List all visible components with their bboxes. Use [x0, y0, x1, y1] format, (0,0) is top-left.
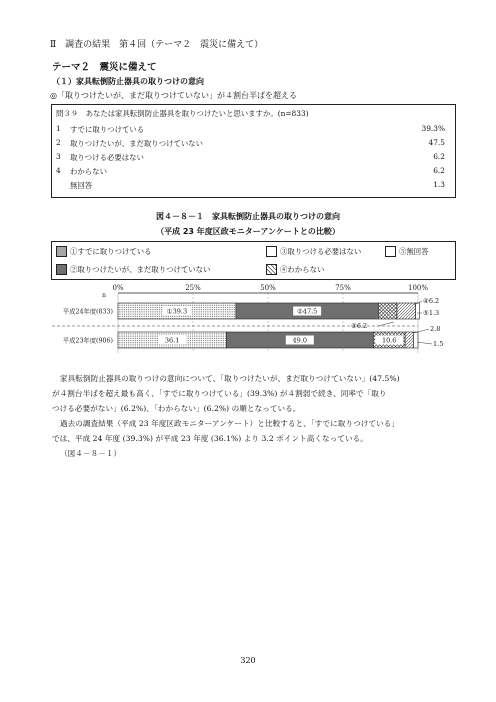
- legend-label: ③取りつける必要はない: [280, 247, 362, 256]
- answer-label: 取りつけたいが、まだ取りつけていない: [70, 139, 204, 148]
- callout-leader: [417, 342, 432, 344]
- body-paragraph-line: 家具転倒防止器具の取りつけの意向について、「取りつけたいが、まだ取りつけていない」(47.5%): [60, 374, 400, 383]
- data-label: 49.0: [292, 336, 308, 345]
- legend-item: [56, 264, 210, 275]
- x-tick-label: 100%: [407, 284, 429, 292]
- category-label: 平成24年度(833): [62, 308, 113, 316]
- diagonal-swatch-icon: [266, 264, 277, 275]
- bar-segment: [414, 332, 419, 348]
- callout-label: 1.5: [433, 340, 444, 348]
- data-label: ①39.3: [166, 307, 188, 316]
- answer-value: 47.5: [428, 138, 445, 147]
- category-label: 平成23年度(906): [62, 337, 113, 345]
- axis-n-label: n: [102, 292, 106, 299]
- section-header: Ⅱ 調査の結果 第４回（テーマ２ 震災に備えて）: [50, 40, 264, 50]
- question-box: [51, 104, 456, 198]
- x-tick-label: 25%: [185, 284, 201, 292]
- legend-item: [56, 246, 152, 257]
- body-paragraph-line: 過去の調査結果（平成 23 年度区政モニターアンケート）と比較すると、「すでに取りつけている」: [60, 419, 399, 428]
- legend-label: ②取りつけたいが、まだ取りつけていない: [70, 265, 211, 274]
- answer-number: 2: [56, 138, 61, 147]
- answer-row: [52, 164, 455, 178]
- bar-segment: [416, 303, 420, 319]
- x-tick-label: 0%: [112, 284, 124, 292]
- callout-label: 2.8: [430, 325, 441, 333]
- x-tick-label: 50%: [260, 284, 276, 292]
- legend-item: [385, 246, 429, 257]
- legend-item: [266, 246, 361, 257]
- answer-number: 3: [56, 152, 61, 161]
- answer-label: 無回答: [70, 181, 93, 190]
- subsection-title: （１）家具転倒防止器具の取りつけの意向: [52, 77, 204, 86]
- stacked-bar-chart: [0, 280, 496, 360]
- data-label: ②47.5: [296, 307, 318, 316]
- answer-value: 39.3%: [421, 124, 445, 133]
- answer-value: 6.2: [433, 152, 445, 161]
- body-paragraph-line: （図４－８－１）: [60, 449, 122, 458]
- answer-label: 取りつける必要はない: [70, 153, 144, 162]
- answer-number: 1: [56, 124, 61, 133]
- solid-swatch-icon: [56, 264, 67, 275]
- cross-swatch-icon: [266, 246, 277, 257]
- bar-segment: [405, 332, 413, 348]
- answer-row: [52, 178, 455, 192]
- bar-segment: [378, 303, 397, 319]
- chart-legend: [51, 241, 456, 280]
- summary-line: ◎「取りつけたいが、まだ取りつけていない」が４割台半ばを超える: [50, 91, 297, 100]
- data-label: 10.6: [381, 336, 397, 345]
- legend-item: [266, 264, 324, 275]
- x-tick-label: 75%: [335, 284, 351, 292]
- answer-number: 4: [56, 166, 61, 175]
- answer-label: すでに取りつけている: [70, 125, 145, 134]
- answer-value: 6.2: [433, 166, 445, 175]
- figure-title: 図４－８－１ 家具転倒防止器具の取りつけの意向: [156, 212, 340, 221]
- body-paragraph-line: では、平成 24 年度 (39.3%) が平成 23 年度 (36.1%) より 3.2 ポイント高くなっている。: [52, 434, 368, 443]
- answer-value: 1.3: [433, 180, 445, 189]
- theme-title: テーマ２ 震災に備えて: [52, 62, 157, 73]
- answer-row: [52, 136, 455, 150]
- figure-subtitle: （平成 23 年度区政モニターアンケートとの比較）: [156, 227, 340, 236]
- page-number: 320: [240, 656, 256, 665]
- question-title: 問３９ あなたは家具転倒防止器具を取りつけたいと思いますか。(n=833): [56, 109, 309, 118]
- bar-segment: [397, 303, 416, 319]
- legend-label: ①すでに取りつけている: [70, 247, 152, 256]
- answer-row: [52, 150, 455, 164]
- body-paragraph-line: つける必要がない」(6.2%)、「わからない」(6.2%) の順となっている。: [52, 404, 301, 413]
- dots-swatch-icon: [56, 246, 67, 257]
- callout-label: ③6.2: [351, 322, 368, 330]
- body-paragraph-line: が４割台半ばを超え最も高く、「すでに取りつけている」(39.3%) が４割弱で続き、同率で「取り: [52, 389, 387, 398]
- answer-row: [52, 122, 455, 136]
- answer-label: わからない: [70, 167, 107, 176]
- callout-label: ④6.2: [423, 297, 440, 305]
- callout-leader: [378, 322, 394, 326]
- legend-label: ④わからない: [280, 265, 325, 274]
- callout-leader: [414, 329, 429, 333]
- legend-label: ⑤無回答: [399, 247, 429, 256]
- data-label: 36.1: [164, 336, 180, 345]
- callout-label: ⑤1.3: [423, 309, 440, 317]
- blank-swatch-icon: [385, 246, 396, 257]
